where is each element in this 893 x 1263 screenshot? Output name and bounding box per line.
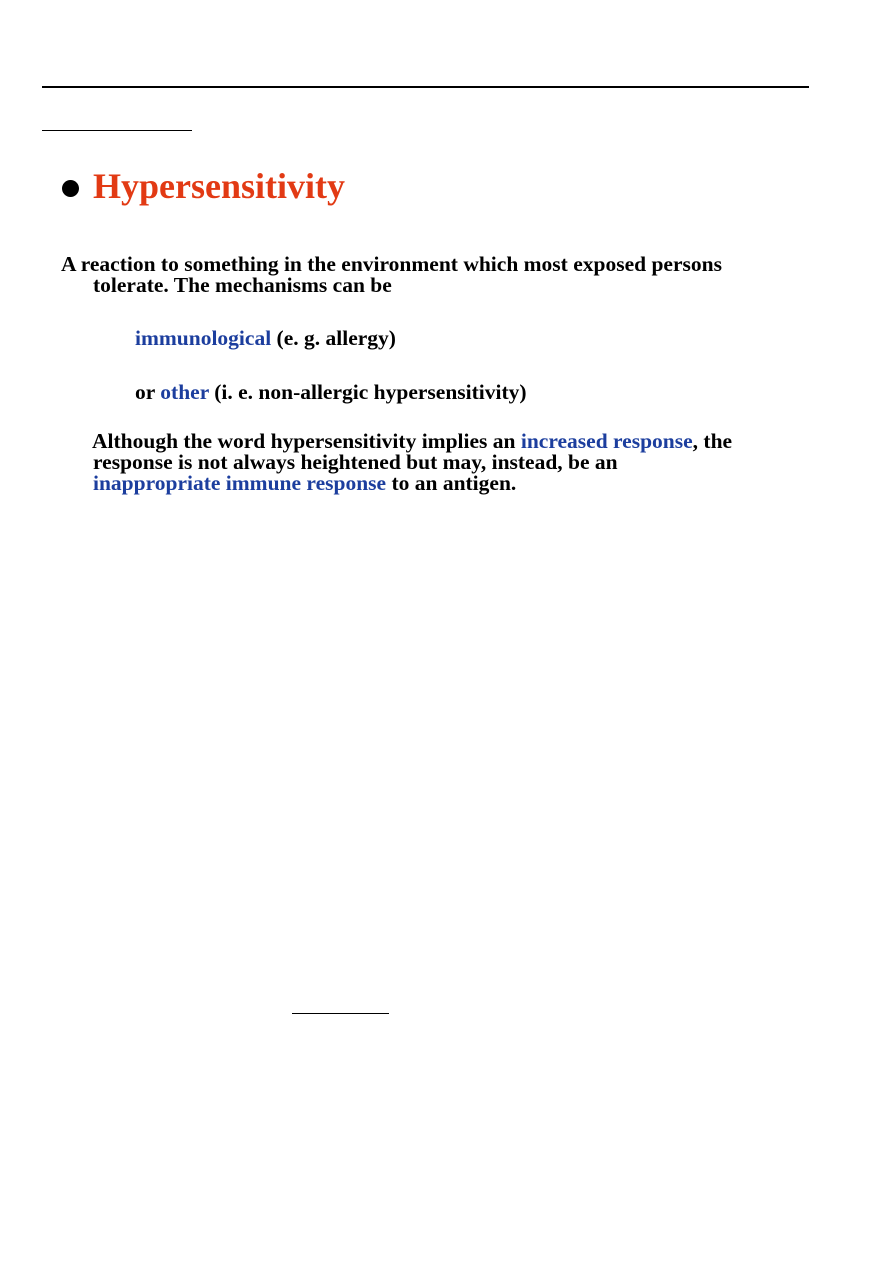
bottom-horizontal-rule — [292, 1013, 389, 1014]
definition-paragraph — [61, 254, 722, 296]
note-line-3 — [92, 473, 732, 494]
definition-line-1: A reaction to something in the environment which most exposed persons — [61, 252, 722, 276]
note-line-1 — [92, 431, 732, 452]
note-line-1-start: Although the word hypersensitivity implies an — [92, 429, 521, 453]
increased-response-term: increased response — [520, 429, 693, 453]
definition-line-2: tolerate. The mechanisms can be — [93, 273, 392, 297]
inappropriate-immune-response-term: inappropriate immune response — [93, 471, 387, 495]
short-horizontal-rule — [42, 130, 192, 131]
heading-title: Hypersensitivity — [93, 166, 345, 206]
immunological-example: (e. g. allergy) — [271, 326, 396, 350]
mechanism-immunological — [135, 328, 396, 349]
top-horizontal-rule — [42, 86, 809, 88]
or-prefix: or — [135, 380, 161, 404]
other-example: (i. e. non-allergic hypersensitivity) — [208, 380, 527, 404]
note-paragraph — [92, 431, 732, 494]
other-term: other — [160, 380, 209, 404]
immunological-term: immunological — [135, 326, 272, 350]
section-heading — [62, 166, 345, 206]
note-line-2: response is not always heightened but may, instead, be an — [93, 450, 618, 474]
note-line-3-end: to an antigen. — [386, 471, 517, 495]
bullet-icon — [62, 180, 79, 197]
mechanism-other — [135, 382, 527, 403]
note-line-1-end: , the — [692, 429, 733, 453]
